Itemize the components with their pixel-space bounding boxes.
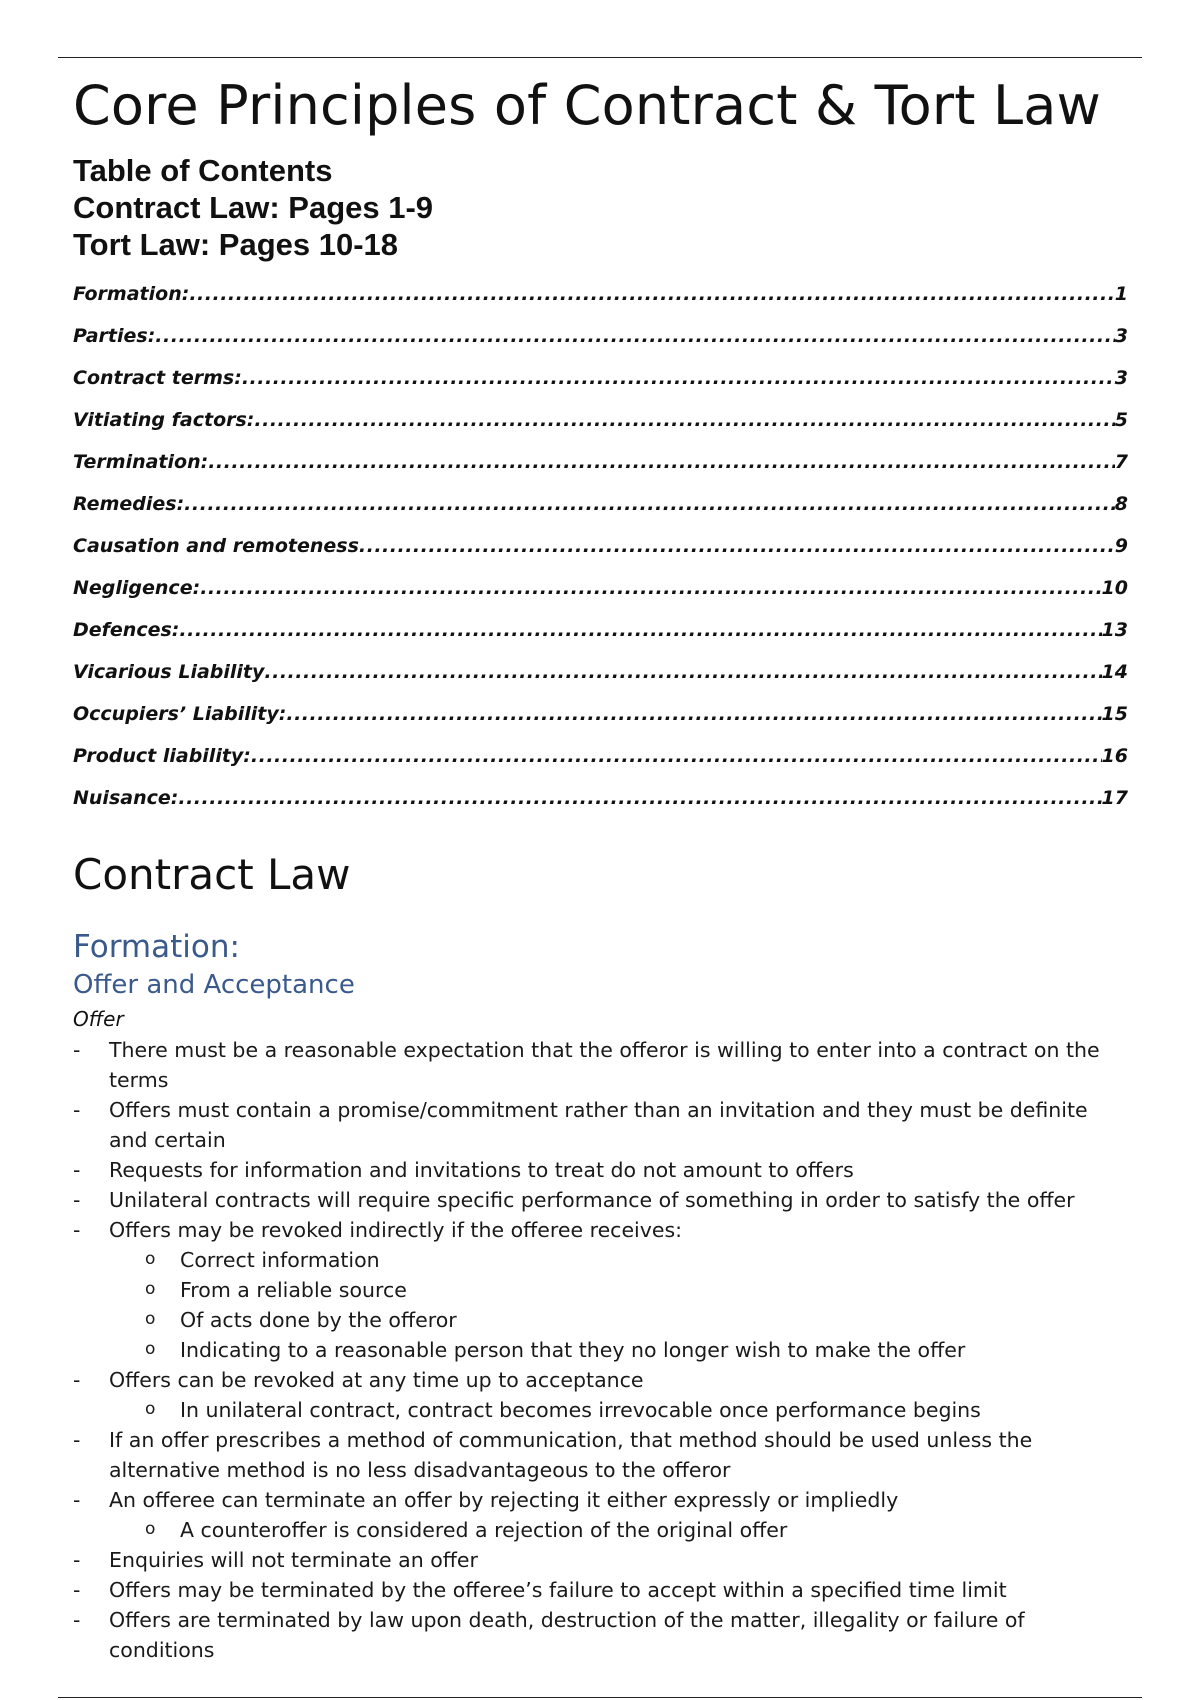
sub-list-item: o Of acts done by the offeror [73, 1305, 1128, 1335]
list-item: - Offers are terminated by law upon death, destruction of the matter, illegality or failure of conditions [73, 1605, 1128, 1665]
toc-entry[interactable] [73, 399, 1128, 441]
toc-dot-leader [155, 315, 1114, 357]
toc-entry-page: 10 [1101, 577, 1128, 599]
toc-entry-label: Vitiating factors: [73, 409, 255, 431]
toc-dot-leader [179, 609, 1101, 651]
contract-pages-note: Contract Law: Pages 1-9 [73, 190, 434, 225]
toc-header [73, 152, 1128, 263]
toc-entry[interactable] [73, 777, 1128, 819]
sub-list-item: o From a reliable source [73, 1275, 1128, 1305]
toc-entry-page: 5 [1114, 409, 1128, 431]
list-item: - Offers must contain a promise/commitment rather than an invitation and they must be definite and certain [73, 1095, 1128, 1155]
toc-entry[interactable] [73, 483, 1128, 525]
toc-dot-leader [178, 777, 1101, 819]
toc-entry-label: Defences: [73, 619, 180, 641]
toc-dot-leader [251, 735, 1102, 777]
toc-entry-page: 14 [1101, 661, 1128, 683]
toc-dot-leader [286, 693, 1101, 735]
toc-entry[interactable] [73, 273, 1128, 315]
toc-entry-label: Contract terms: [73, 367, 242, 389]
toc-entry-label: Parties: [73, 325, 156, 347]
toc-dot-leader [264, 651, 1101, 693]
toc-entry[interactable] [73, 567, 1128, 609]
list-item: - Enquiries will not terminate an offer [73, 1545, 1128, 1575]
list-item: - Requests for information and invitations to treat do not amount to offers [73, 1155, 1128, 1185]
toc-entry-label: Remedies: [73, 493, 185, 515]
toc-dot-leader [189, 273, 1114, 315]
toc-dot-leader [208, 441, 1115, 483]
bullet-list [73, 1035, 1128, 1665]
toc-heading: Table of Contents [73, 153, 333, 188]
toc-entry[interactable] [73, 315, 1128, 357]
sub-list-item: o In unilateral contract, contract becomes irrevocable once performance begins [73, 1395, 1128, 1425]
table-of-contents [73, 273, 1128, 819]
toc-entry-page: 3 [1114, 367, 1128, 389]
toc-entry-page: 1 [1114, 283, 1128, 305]
toc-entry-label: Termination: [73, 451, 209, 473]
toc-entry[interactable] [73, 357, 1128, 399]
toc-dot-leader [359, 525, 1115, 567]
toc-entry-label: Nuisance: [73, 787, 179, 809]
list-item: - An offeree can terminate an offer by rejecting it either expressly or impliedly [73, 1485, 1128, 1515]
toc-entry-label: Product liability: [73, 745, 251, 767]
document-title: Core Principles of Contract & Tort Law [73, 74, 1101, 137]
document-page [73, 70, 1128, 1665]
subsection-title: Formation: [73, 929, 240, 965]
list-item: - Unilateral contracts will require specific performance of something in order to satisfy the offer [73, 1185, 1128, 1215]
toc-entry-page: 7 [1114, 451, 1128, 473]
list-item: - There must be a reasonable expectation that the offeror is willing to enter into a contract on the terms [73, 1035, 1128, 1095]
topic-title: Offer and Acceptance [73, 970, 355, 1000]
bottom-rule [58, 1697, 1142, 1698]
toc-entry[interactable] [73, 651, 1128, 693]
toc-entry-page: 17 [1101, 787, 1128, 809]
toc-entry-label: Causation and remoteness [73, 535, 359, 557]
toc-dot-leader [242, 357, 1115, 399]
sub-list-item: o Correct information [73, 1245, 1128, 1275]
toc-dot-leader [254, 399, 1114, 441]
toc-entry-page: 3 [1114, 325, 1128, 347]
toc-entry-page: 8 [1114, 493, 1128, 515]
toc-entry[interactable] [73, 525, 1128, 567]
toc-entry-label: Formation: [73, 283, 190, 305]
toc-entry-label: Negligence: [73, 577, 201, 599]
toc-entry[interactable] [73, 441, 1128, 483]
list-item: - Offers may be revoked indirectly if the offeree receives: [73, 1215, 1128, 1245]
toc-entry-page: 15 [1101, 703, 1128, 725]
sub-list-item: o A counteroffer is considered a rejection of the original offer [73, 1515, 1128, 1545]
list-item: - If an offer prescribes a method of communication, that method should be used unless the alternative method is no less disadvantageous to the offeror [73, 1425, 1128, 1485]
tort-pages-note: Tort Law: Pages 10-18 [73, 227, 399, 262]
section-title: Contract Law [73, 850, 351, 899]
toc-dot-leader [200, 567, 1101, 609]
toc-entry-page: 16 [1101, 745, 1128, 767]
topic-label: Offer [73, 1007, 124, 1031]
list-item: - Offers can be revoked at any time up to acceptance [73, 1365, 1128, 1395]
toc-entry-page: 13 [1101, 619, 1128, 641]
top-rule [58, 57, 1142, 58]
toc-entry[interactable] [73, 735, 1128, 777]
sub-list-item: o Indicating to a reasonable person that they no longer wish to make the offer [73, 1335, 1128, 1365]
toc-entry-label: Vicarious Liability [73, 661, 265, 683]
list-item: - Offers may be terminated by the offeree’s failure to accept within a specified time limit [73, 1575, 1128, 1605]
toc-entry-label: Occupiers’ Liability: [73, 703, 287, 725]
toc-entry[interactable] [73, 609, 1128, 651]
toc-entry[interactable] [73, 693, 1128, 735]
toc-entry-page: 9 [1114, 535, 1128, 557]
toc-dot-leader [184, 483, 1115, 525]
